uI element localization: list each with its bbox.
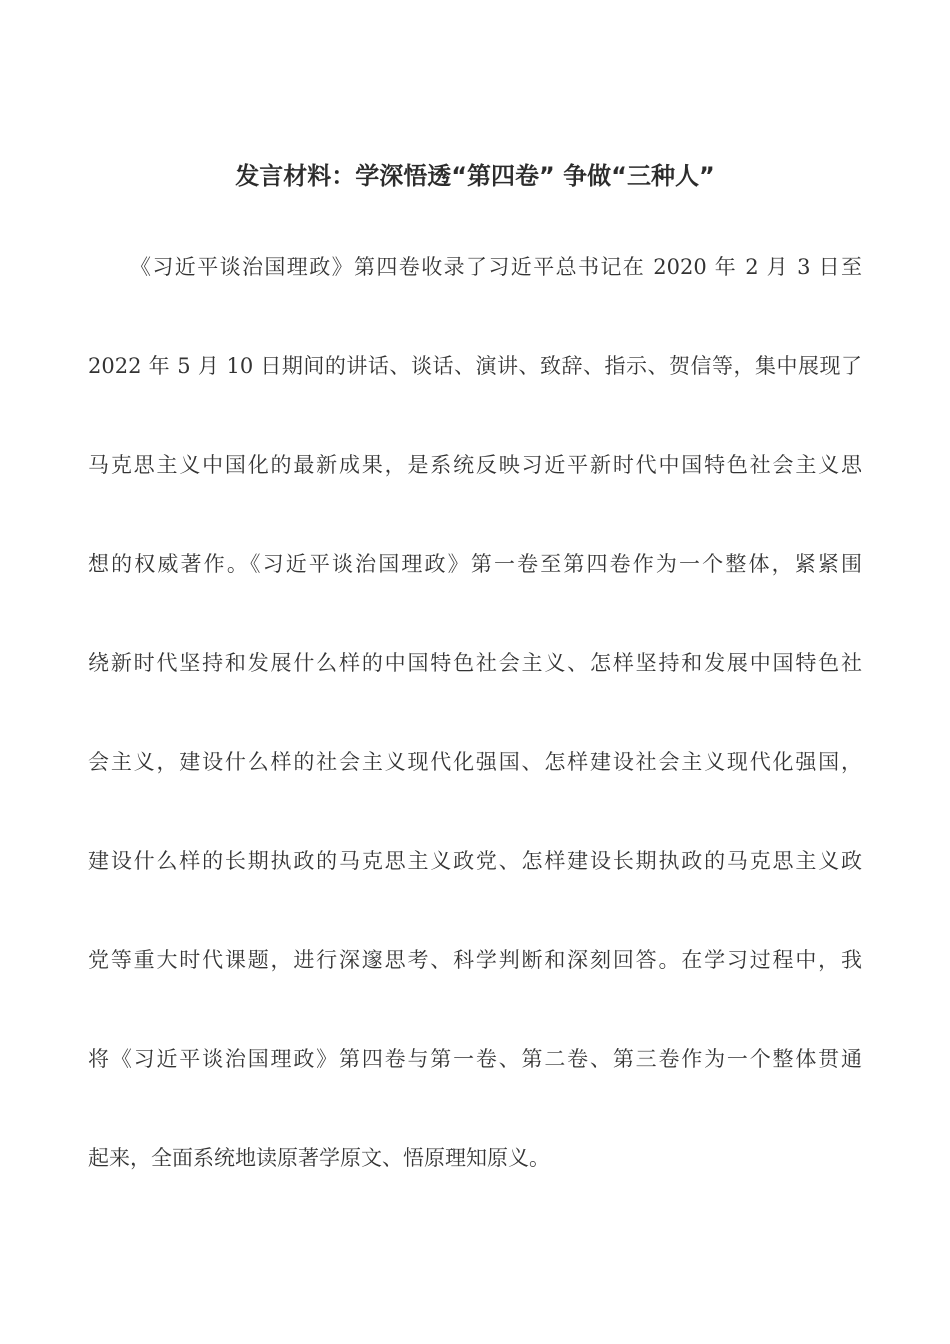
paragraph-line: 绕新时代坚持和发展什么样的中国特色社会主义、怎样坚持和发展中国特色社 — [88, 651, 862, 675]
paragraph-line: 起来，全面系统地读原著学原文、悟原理知原义。 — [88, 1146, 550, 1170]
paragraph-line: 想的权威著作。《习近平谈治国理政》第一卷至第四卷作为一个整体，紧紧围 — [88, 552, 862, 576]
paragraph-line: 党等重大时代课题，进行深邃思考、科学判断和深刻回答。在学习过程中，我 — [88, 948, 862, 972]
paragraph-line: 建设什么样的长期执政的马克思主义政党、怎样建设长期执政的马克思主义政 — [88, 849, 862, 873]
paragraph-line: 将《习近平谈治国理政》第四卷与第一卷、第二卷、第三卷作为一个整体贯通 — [88, 1047, 862, 1071]
paragraph-line: 《习近平谈治国理政》第四卷收录了习近平总书记在 2020 年 2 月 3 日至 — [130, 255, 862, 279]
document-title: 发言材料：学深悟透“第四卷” 争做“三种人” — [235, 162, 715, 190]
document-body — [88, 250, 862, 1240]
paragraph-line: 马克思主义中国化的最新成果，是系统反映习近平新时代中国特色社会主义思 — [88, 453, 862, 477]
paragraph-line: 会主义，建设什么样的社会主义现代化强国、怎样建设社会主义现代化强国， — [88, 750, 862, 774]
paragraph-line: 2022 年 5 月 10 日期间的讲话、谈话、演讲、致辞、指示、贺信等，集中展现了 — [88, 354, 862, 378]
